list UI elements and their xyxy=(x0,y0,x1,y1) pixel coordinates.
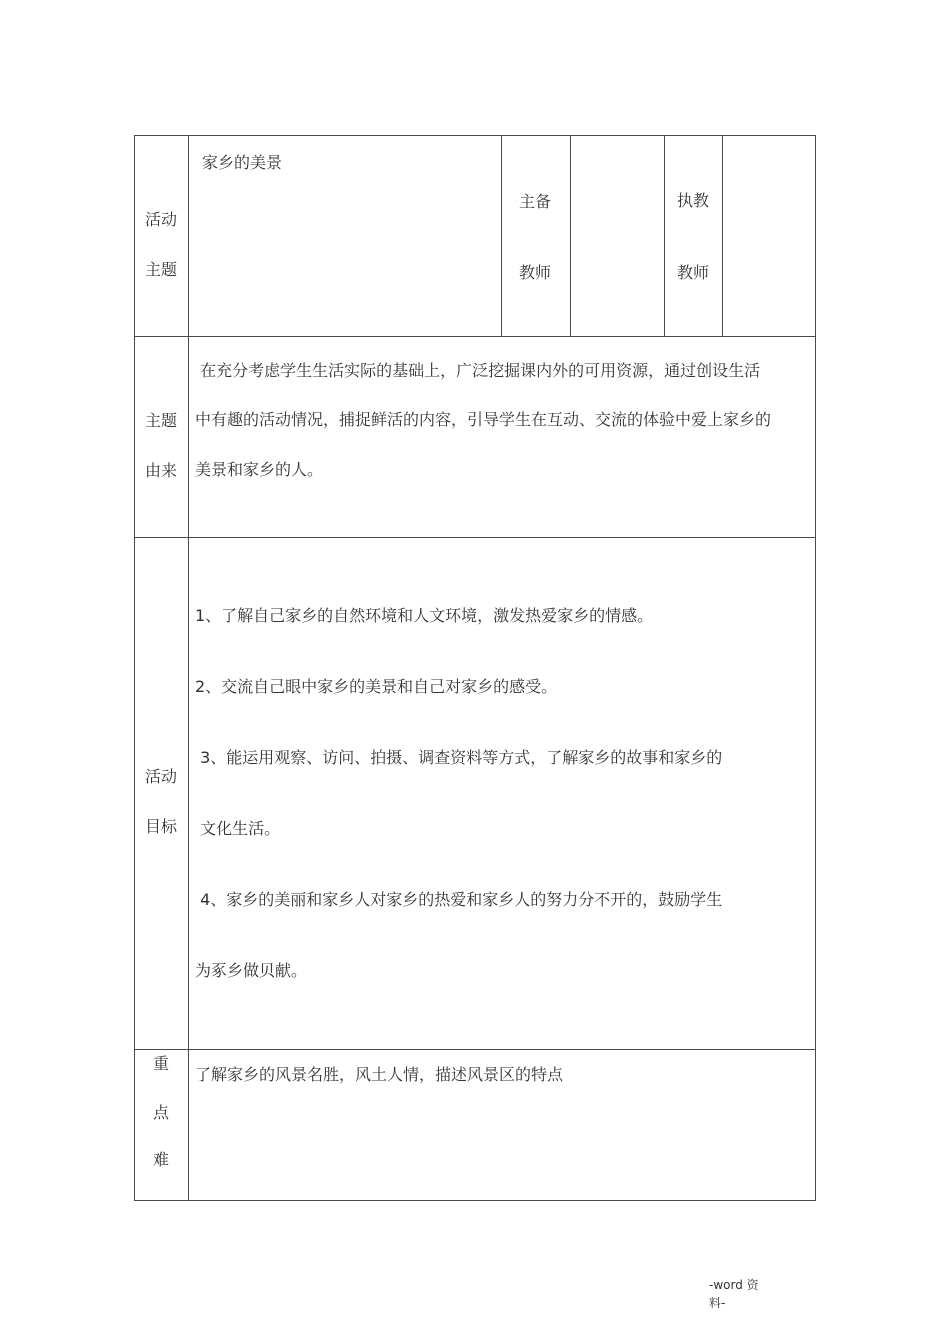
footer-line-1: -word 资 xyxy=(709,1278,759,1292)
goal-line-5: 4、家乡的美丽和家乡人对家乡的热爱和家乡人的努力分不开的，鼓励学生 xyxy=(195,890,723,909)
table-border-top xyxy=(134,135,816,136)
activity-topic-value: 家乡的美景 xyxy=(202,153,283,172)
activity-goal-label-2: 目标 xyxy=(144,817,177,836)
row-divider-1 xyxy=(134,336,816,337)
row-divider-3 xyxy=(134,1049,816,1050)
key-difficulty-label-3: 难 xyxy=(152,1150,169,1169)
footer-line-2: 料- xyxy=(709,1296,726,1310)
lead-teacher-label-2: 教师 xyxy=(519,263,552,282)
topic-origin-label-2: 由来 xyxy=(144,461,177,480)
table-border-left xyxy=(134,135,135,1201)
table-border-bottom xyxy=(134,1200,816,1201)
table-border-right xyxy=(815,135,816,1201)
topic-origin-line-1: 在充分考虑学生生活实际的基础上，广泛挖掘课内外的可用资源，通过创设生活 xyxy=(195,361,761,380)
goal-line-6: 为豖乡做贝献。 xyxy=(195,961,308,980)
label-column-divider xyxy=(188,135,189,1201)
activity-topic-label-1: 活动 xyxy=(144,210,177,229)
topic-origin-label-1: 主题 xyxy=(144,411,177,430)
activity-topic-label-2: 主题 xyxy=(144,260,177,279)
lead-teacher-label-1: 主备 xyxy=(519,192,552,211)
goal-line-4: 文化生活。 xyxy=(195,819,281,838)
activity-goal-label-1: 活动 xyxy=(144,767,177,786)
key-difficulty-text: 了解家乡的风景名胜，风土人情，描述风景区的特点 xyxy=(195,1065,564,1084)
key-difficulty-label-2: 点 xyxy=(152,1103,169,1122)
lesson-plan-table xyxy=(134,135,816,1201)
row-divider-2 xyxy=(134,537,816,538)
col-divider-b xyxy=(570,135,571,336)
goal-line-3: 3、能运用观察、访问、拍摄、调查资料等方式，了解家乡的故事和家乡的 xyxy=(195,748,723,767)
goal-line-1: 1、了解自己家乡的自然环境和人文环境，激发热爱家乡的情感。 xyxy=(195,606,654,625)
teaching-teacher-label-2: 教师 xyxy=(677,263,710,282)
col-divider-a xyxy=(501,135,502,336)
topic-origin-line-3: 美景和家乡的人。 xyxy=(195,460,324,479)
col-divider-c xyxy=(664,135,665,336)
page-footer xyxy=(709,1276,779,1312)
col-divider-d xyxy=(722,135,723,336)
topic-origin-line-2: 中有趣的活动情况，捕捉鲜活的内容，引导学生在互动、交流的体验中爱上家乡的 xyxy=(195,410,772,429)
goal-line-2: 2、交流自己眼中家乡的美景和自己对家乡的感受。 xyxy=(195,677,558,696)
teaching-teacher-label-1: 执教 xyxy=(677,191,710,210)
key-difficulty-label-1: 重 xyxy=(152,1054,169,1073)
